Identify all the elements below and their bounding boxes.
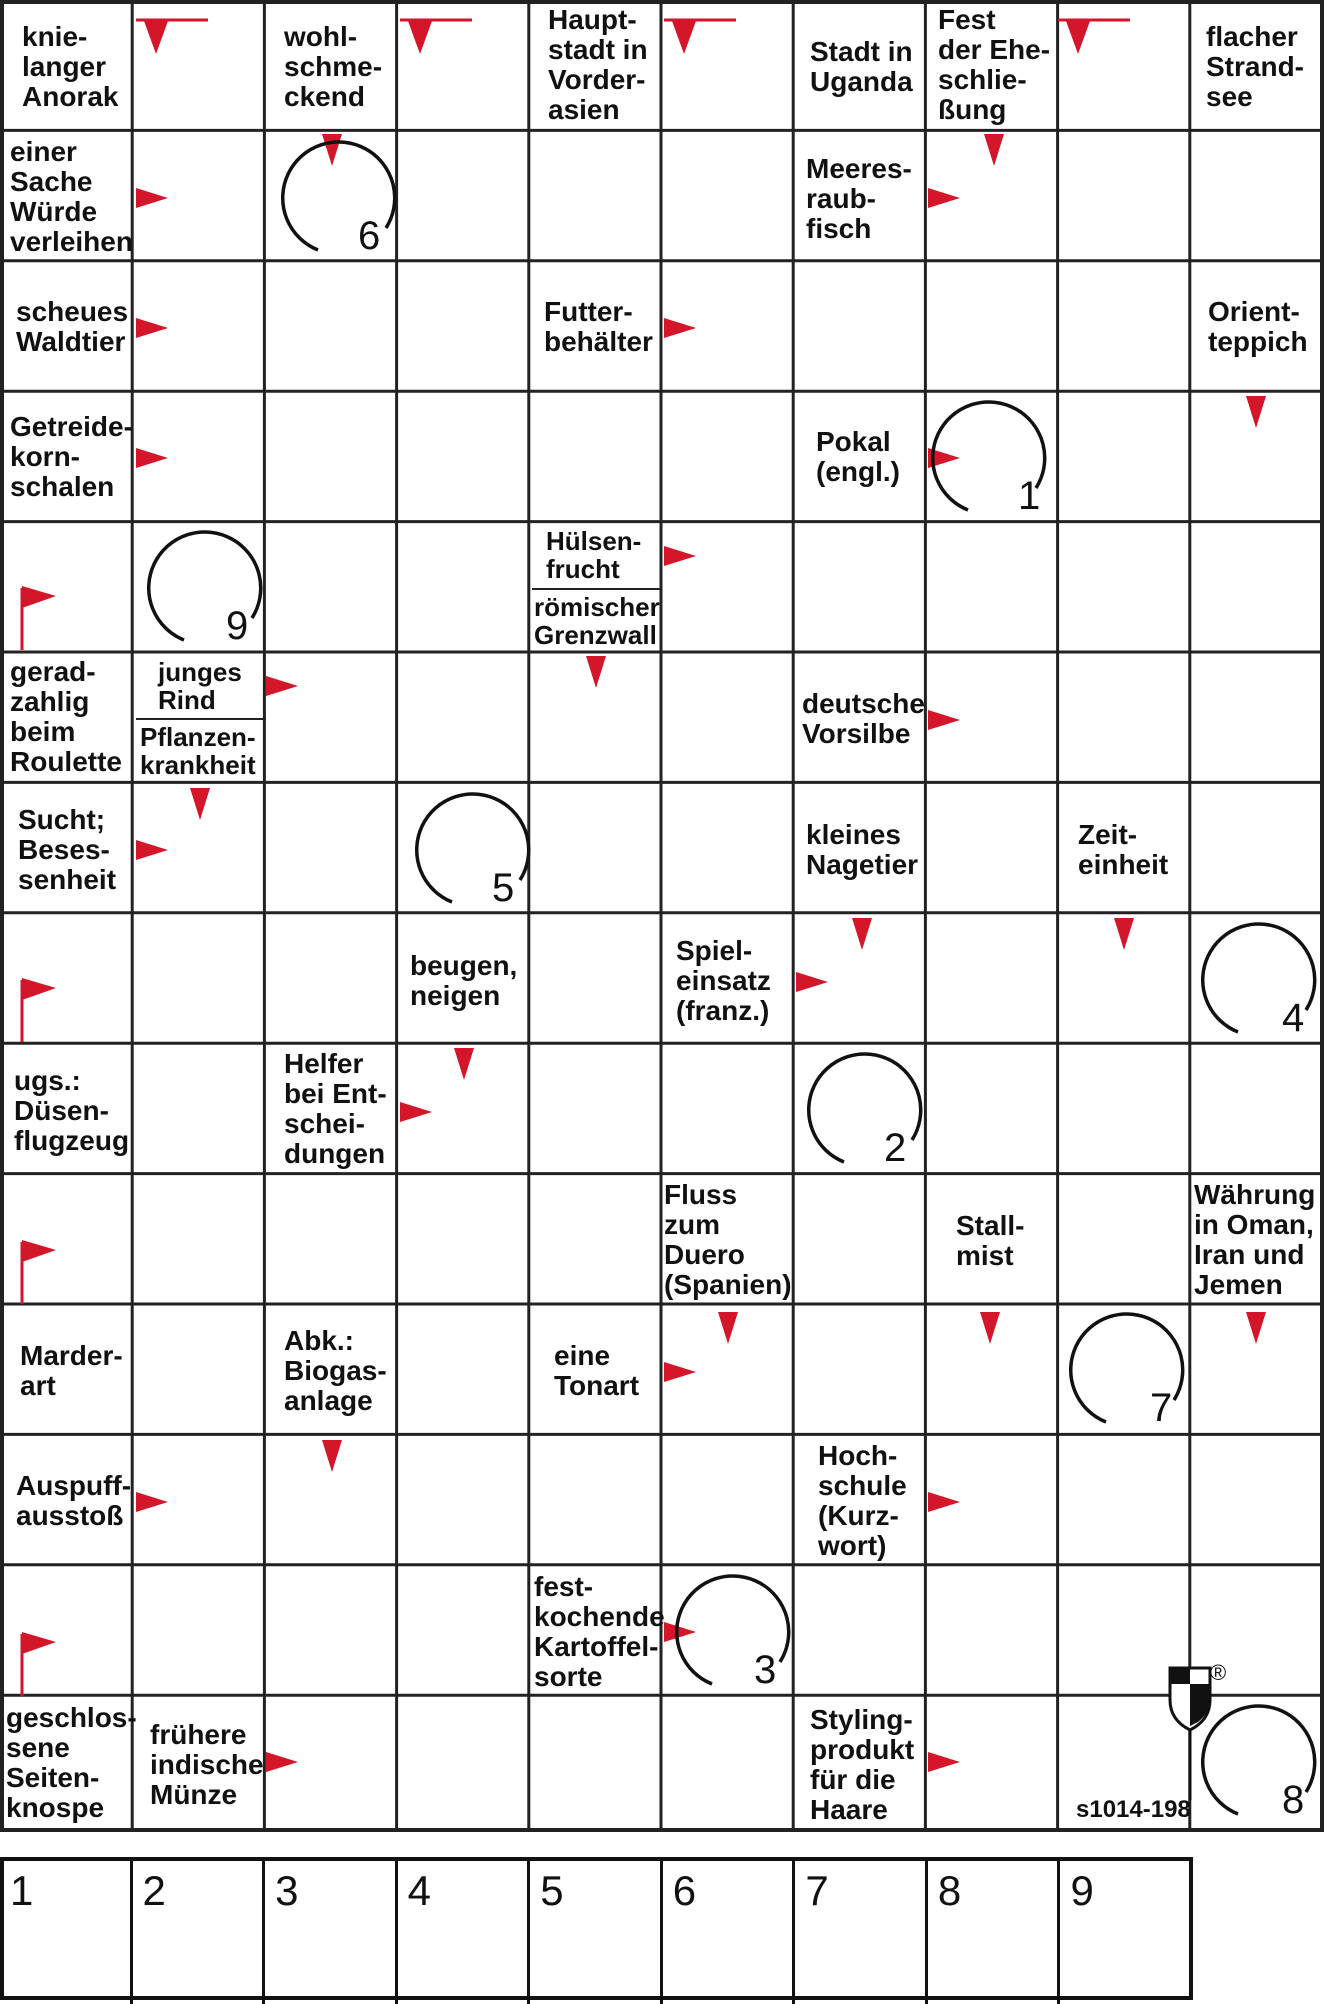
clue-cell: Getreide- korn- schalen [10,411,133,502]
clue-cell: deutsche Vorsilbe [802,688,925,749]
solution-letter-box[interactable] [1060,1861,1193,2004]
puzzle-code: s1014-198 [1076,1796,1191,1823]
clue-cell: Stall- mist [956,1210,1025,1271]
clue-cell: gerad- zahlig beim Roulette [10,656,122,777]
circle-number: 4 [1282,996,1305,1040]
circle-number: 9 [226,604,249,648]
clue-cell: Helfer bei Ent- schei- dungen [284,1048,387,1169]
arrow-flag-icon [22,586,56,608]
arrow-down-icon [322,134,342,166]
arrow-right-icon [136,318,168,338]
clue-cell: ugs.: Düsen- flugzeug [14,1065,130,1156]
circle-number: 3 [754,1648,777,1692]
arrow-right-icon [136,840,168,860]
solution-position-number: 9 [1070,1867,1094,1914]
arrow-down-icon [1114,918,1134,950]
arrow-down-icon [1246,1312,1266,1344]
arrow-down-icon [322,1440,342,1472]
clue-cell: Styling- produkt für die Haare [810,1704,915,1825]
clue-cell: Hoch- schule (Kurz- wort) [818,1440,907,1561]
clue-cell: frühere indische Münze [150,1719,264,1810]
arrow-right-icon [928,710,960,730]
circle-number: 1 [1018,474,1041,518]
clue-cell: Orient- teppich [1208,296,1308,357]
clue-cell: Futter- behälter [544,296,653,357]
arrow-right-icon [136,1492,168,1512]
solution-position-number: 2 [142,1867,166,1914]
clue-cell: einer Sache Würde verleihen [10,136,133,257]
arrow-right-icon [136,188,168,208]
solution-letter-box[interactable] [663,1861,796,2004]
circle-number: 5 [492,866,515,910]
clue-cell: kleines Nagetier [806,819,919,880]
solution-letter-box[interactable] [795,1861,928,2004]
arrow-down-icon [984,134,1004,166]
circle-number: 7 [1150,1386,1173,1430]
shield-logo-quarter [1170,1668,1190,1684]
clue-cell: Sucht; Beses- senheit [18,804,117,895]
arrow-right-icon [400,1102,432,1122]
trademark-symbol: ® [1210,1660,1227,1685]
clue-cell: Fluss zum Duero (Spanien) [664,1179,792,1300]
clue-cell: Pokal (engl.) [816,426,900,487]
clue-cell: Währung in Oman, Iran und Jemen [1194,1179,1316,1300]
solution-position-number: 5 [540,1867,564,1914]
clue-cell: geschlos- sene Seiten- knospe [6,1702,137,1823]
arrow-flag-icon [22,1632,56,1654]
clue-cell: wohl- schme- ckend [284,21,383,112]
arrow-bent-icon [144,21,168,54]
arrow-right-icon [928,188,960,208]
arrow-flag-icon [22,978,56,1000]
solution-letter-box[interactable] [398,1861,531,2004]
arrow-bent-icon [1066,21,1090,54]
arrow-right-icon [664,1362,696,1382]
arrow-right-icon [796,972,828,992]
arrow-down-icon [718,1312,738,1344]
clue-cell: beugen, neigen [410,950,518,1011]
solution-position-number: 8 [937,1867,962,1914]
solution-position-number: 3 [275,1867,299,1914]
solution-position-number: 1 [10,1867,34,1914]
clue-cell: junges Rind [158,657,242,715]
arrow-bent-icon [408,21,432,54]
arrow-right-icon [136,448,168,468]
arrow-right-icon [664,546,696,566]
arrow-right-icon [928,1752,960,1772]
clue-cell: Abk.: Biogas- anlage [284,1325,387,1416]
clue-cell: römischer Grenzwall [534,592,660,650]
clue-cell: Hülsen- frucht [546,526,642,584]
solution-letter-box[interactable] [265,1861,398,2004]
clue-cell: fest- kochende Kartoffel- sorte [534,1571,665,1692]
clue-cell: eine Tonart [554,1340,640,1401]
arrow-down-icon [454,1048,474,1080]
clue-cell: flacher Strand- see [1206,21,1304,112]
clue-cell: knie- langer Anorak [22,21,119,112]
clue-cell: Fest der Ehe- schlie- ßung [938,4,1051,125]
solution-letter-box[interactable] [0,1861,133,2004]
solution-row [0,1857,1193,2000]
circle-number: 8 [1282,1778,1305,1822]
clue-cell: Auspuff- ausstoß [16,1470,132,1531]
arrow-right-icon [266,1752,298,1772]
arrow-right-icon [664,318,696,338]
solution-letter-box[interactable] [928,1861,1061,2004]
clue-cell: Pflanzen- krankheit [140,722,256,780]
arrow-down-icon [1246,396,1266,428]
arrow-right-icon [928,1492,960,1512]
circle-number: 2 [884,1126,907,1170]
arrow-down-icon [190,788,210,820]
arrow-flag-icon [22,1240,56,1262]
clue-cell: Spiel- einsatz (franz.) [676,935,771,1026]
clue-cell: Meeres- raub- fisch [806,153,912,244]
solution-letter-box[interactable] [530,1861,663,2004]
arrow-right-icon [266,676,298,696]
clue-cell: Haupt- stadt in Vorder- asien [548,4,648,125]
clue-cell: scheues Waldtier [16,296,129,357]
clue-cell: Zeit- einheit [1078,819,1169,880]
arrow-right-icon [664,1622,696,1642]
clue-cell: Marder- art [20,1340,123,1401]
arrow-bent-icon [672,21,696,54]
arrow-down-icon [586,656,606,688]
arrow-down-icon [852,918,872,950]
circle-number: 6 [358,214,381,258]
solution-position-number: 6 [672,1867,697,1914]
solution-position-number: 7 [805,1867,829,1914]
arrow-down-icon [980,1312,1000,1344]
solution-letter-box[interactable] [133,1861,266,2004]
shield-logo-quarter [1190,1684,1210,1726]
clue-cell: Stadt in Uganda [810,36,913,97]
solution-position-number: 4 [407,1867,432,1914]
